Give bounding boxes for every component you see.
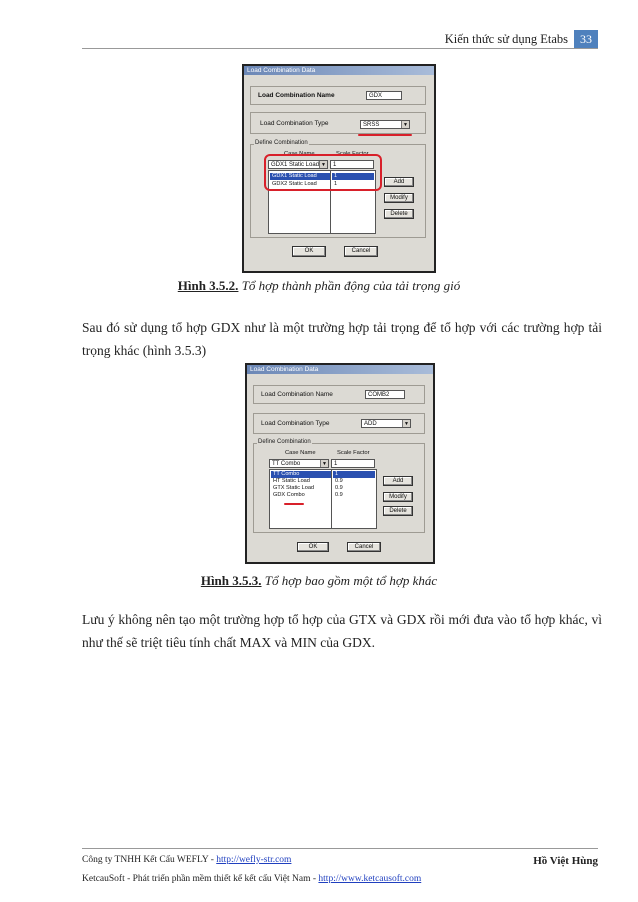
highlight-underline (284, 503, 304, 505)
chevron-down-icon[interactable]: ▼ (320, 460, 328, 467)
scale-input[interactable]: 1 (330, 160, 374, 169)
list-item[interactable]: 1 (334, 181, 338, 187)
cancel-button[interactable]: Cancel (347, 542, 381, 552)
highlight-underline (358, 134, 412, 136)
type-select[interactable] (361, 419, 411, 428)
add-button[interactable]: Add (384, 177, 414, 187)
figure1-caption (0, 278, 638, 294)
scale-list[interactable] (331, 469, 377, 529)
footer-author: Hồ Việt Hùng (533, 855, 598, 867)
chevron-down-icon[interactable]: ▼ (401, 121, 409, 128)
figure2-caption (0, 573, 638, 589)
col-scale-header: Scale Factor (337, 450, 370, 456)
scale-input[interactable]: 1 (331, 459, 375, 468)
page-number: 33 (574, 30, 598, 49)
delete-button[interactable]: Delete (383, 506, 413, 516)
name-input[interactable]: COMB2 (365, 390, 405, 399)
list-item[interactable]: 1 (332, 173, 374, 180)
chevron-down-icon[interactable]: ▼ (402, 420, 410, 427)
col-case-header: Case Name (285, 450, 316, 456)
cancel-button[interactable]: Cancel (344, 246, 378, 257)
header-title: Kiến thức sử dụng Etabs (444, 31, 568, 46)
case-select[interactable] (269, 459, 329, 468)
paragraph-1: Sau đó sử dụng tổ hợp GDX như là một trường hợp tải trọng để tổ hợp với các trường hợp tải trọng khác (hình 3.5.3) (82, 320, 602, 358)
paragraph-2: Lưu ý không nên tạo một trường hợp tổ hợp của GTX và GDX rồi mới đưa vào tổ hợp khác, vì như thế sẽ triệt tiêu tính chất MAX và MIN của GDX. (82, 612, 602, 650)
figure1-dialog (242, 64, 436, 273)
name-input[interactable]: GDX (366, 91, 402, 100)
delete-button[interactable]: Delete (384, 209, 414, 219)
highlight-ring (264, 154, 382, 191)
header-divider (82, 48, 598, 49)
list-item[interactable]: 0.9 (335, 478, 343, 484)
col-scale-header: Scale Factor (336, 151, 369, 157)
list-item[interactable]: GDX2 Static Load (272, 181, 317, 187)
list-item[interactable]: GTX Static Load (273, 485, 315, 491)
type-select-value: SRSS (363, 122, 380, 128)
list-item[interactable]: TT Combo (271, 471, 331, 478)
modify-button[interactable]: Modify (383, 492, 413, 502)
list-item[interactable]: HT Static Load (273, 478, 310, 484)
add-button[interactable]: Add (383, 476, 413, 486)
page-header (445, 29, 598, 49)
footer-product (82, 874, 421, 884)
product-link[interactable]: http://www.ketcausoft.com (318, 874, 422, 884)
name-label: Load Combination Name (261, 391, 333, 398)
case-select-value: GDX1 Static Load (271, 162, 320, 168)
caption-number: Hình 3.5.3. (200, 573, 262, 588)
list-item[interactable]: 1 (333, 471, 375, 478)
case-list[interactable] (269, 469, 333, 529)
ok-button[interactable]: OK (292, 246, 326, 257)
caption-text: Tổ hợp thành phần động của tải trọng gió (238, 278, 461, 293)
caption-text: Tổ hợp bao gồm một tổ hợp khác (261, 573, 438, 588)
ok-button[interactable]: OK (297, 542, 329, 552)
footer-company-text: Công ty TNHH Kết Cấu WEFLY - (82, 855, 217, 865)
list-item[interactable]: 0.9 (335, 492, 343, 498)
modify-button[interactable]: Modify (384, 193, 414, 203)
chevron-down-icon[interactable]: ▼ (319, 161, 327, 168)
dialog-title: Load Combination Data (247, 365, 433, 374)
footer-divider (82, 848, 598, 849)
company-link[interactable]: http://wefly-str.com (216, 855, 292, 865)
name-label: Load Combination Name (258, 92, 335, 99)
list-item[interactable]: GDX1 Static Load (270, 173, 330, 180)
col-case-header: Case Name (284, 151, 315, 157)
dialog-title: Load Combination Data (244, 66, 434, 75)
figure2-dialog (245, 363, 435, 564)
footer-company (82, 855, 291, 865)
list-item[interactable]: 0.9 (335, 485, 343, 491)
caption-number: Hình 3.5.2. (177, 278, 239, 293)
type-select[interactable] (360, 120, 410, 129)
define-label: Define Combination (255, 140, 308, 146)
type-label: Load Combination Type (261, 420, 330, 427)
type-label: Load Combination Type (260, 120, 329, 127)
type-select-value: ADD (364, 421, 377, 427)
footer-product-text: KetcauSoft - Phát triển phần mềm thiết kế kết cấu Việt Nam - (82, 874, 319, 884)
define-label: Define Combination (258, 439, 311, 445)
list-item[interactable]: GDX Combo (273, 492, 305, 498)
case-select-value: TT Combo (272, 461, 301, 467)
